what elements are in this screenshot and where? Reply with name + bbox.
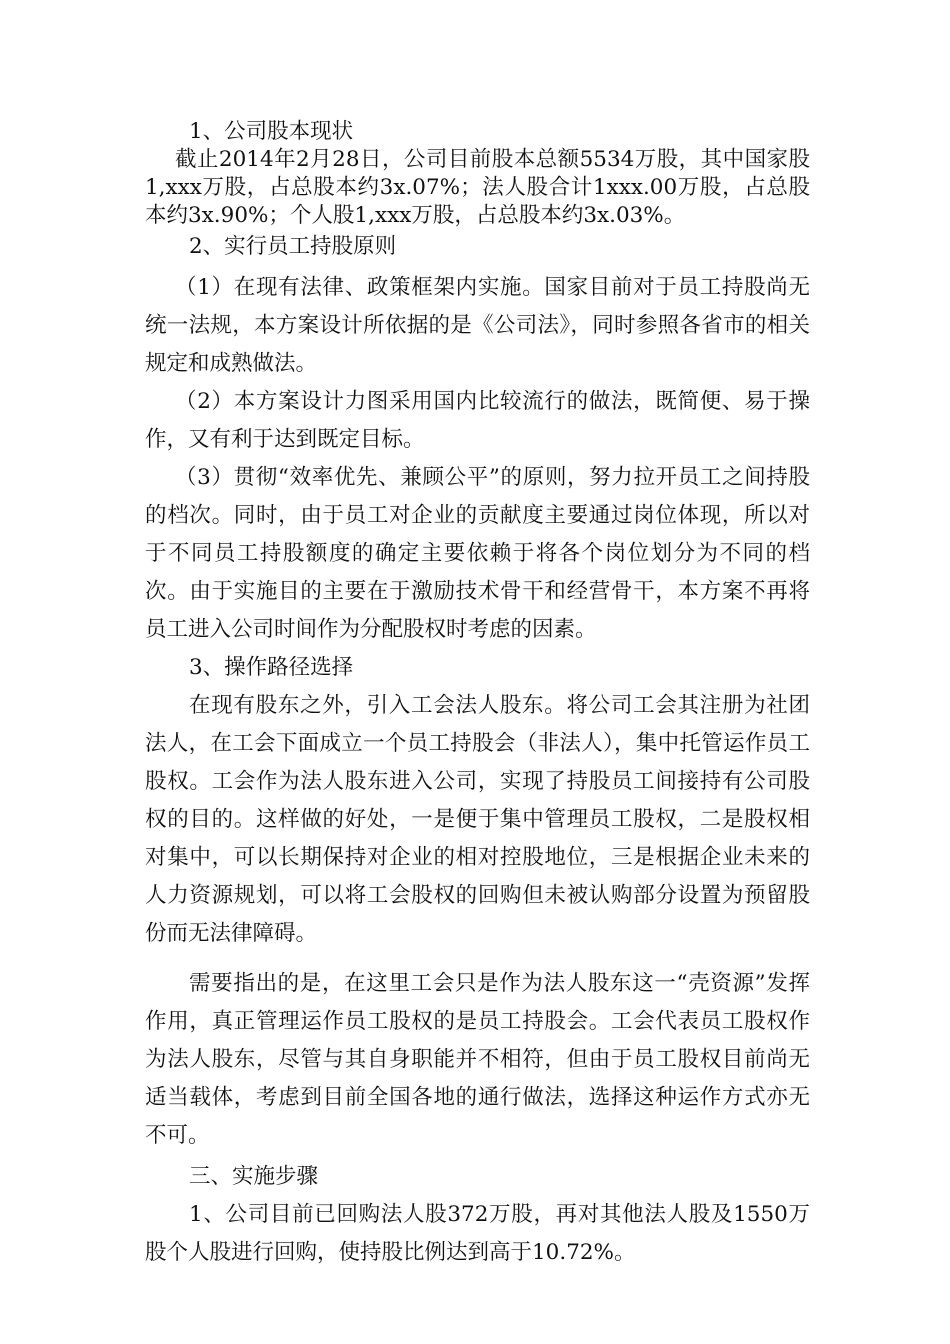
paragraph-note: 需要指出的是，在这里工会只是作为法人股东这一“壳资源”发挥作用，真正管理运作员工股权的是员工持股会。工会代表员工股权作为法人股东，尽管与其自身职能并不相符，但由于员工股权目前尚无适当载体，考虑到目前全国各地的通行做法，选择这种运作方式亦无不可。 [145, 971, 810, 1148]
paragraph-principle-3: （3）贯彻“效率优先、兼顾公平”的原则，努力拉开员工之间持股的档次。同时，由于员工对企业的贡献度主要通过岗位体现，所以对于不同员工持股额度的确定主要依赖于将各个岗位划分为不同的档次。由于实施目的主要在于激励技术骨干和经营骨干，本方案不再将员工进入公司时间作为分配股权时考虑的因素。 [145, 465, 810, 642]
paragraph-implementation-step-1: 1、公司目前已回购法人股372万股，再对其他法人股及1550万股个人股进行回购，使持股比例达到高于10.72%。 [145, 1202, 810, 1265]
paragraph-principle-2: （2）本方案设计力图采用国内比较流行的做法，既简便、易于操作，又有利于达到既定目标。 [145, 389, 810, 452]
paragraph-operation-path: 在现有股东之外，引入工会法人股东。将公司工会其注册为社团法人，在工会下面成立一个员工持股会（非法人），集中托管运作员工股权。工会作为法人股东进入公司，实现了持股员工间接持有公司股权的目的。这样做的好处，一是便于集中管理员工股权，二是股权相对集中，可以长期保持对企业的相对控股地位，三是根据企业未来的人力资源规划，可以将工会股权的回购但未被认购部分设置为预留股份而无法律障碍。 [145, 693, 810, 946]
paragraph-share-capital: 截止2014年2月28日，公司目前股本总额5534万股，其中国家股1,xxx万股，占总股本约3x.07%；法人股合计1xxx.00万股，占总股本约3x.90%；个人股1,xxx万股，占总股本约3x.03%。 [145, 147, 810, 228]
section-heading-implementation: 三、实施步骤 [189, 1164, 319, 1189]
paragraph-principle-1: （1）在现有法律、政策框架内实施。国家目前对于员工持股尚无统一法规，本方案设计所依据的是《公司法》，同时参照各省市的相关规定和成熟做法。 [145, 275, 810, 376]
section-heading-share-capital: 1、公司股本现状 [189, 119, 354, 144]
section-heading-operation-path: 3、操作路径选择 [189, 655, 354, 680]
document-body [145, 118, 810, 1272]
section-heading-principles: 2、实行员工持股原则 [189, 234, 397, 259]
